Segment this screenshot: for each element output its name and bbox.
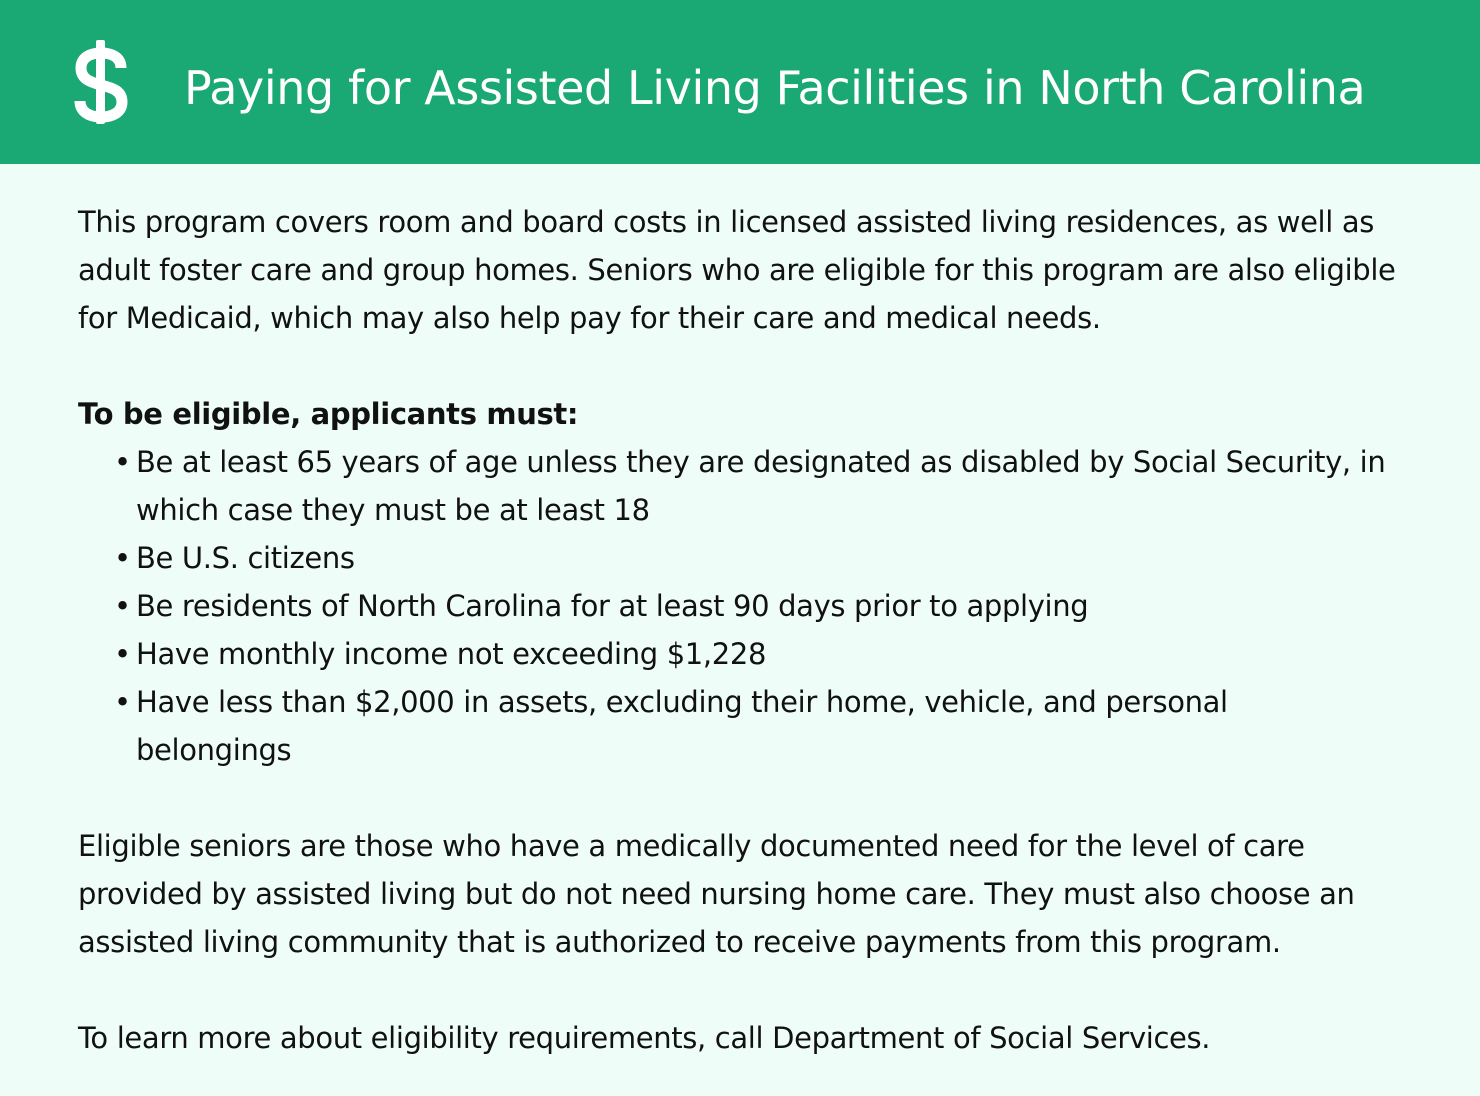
content-body [78,198,1418,1062]
bullet-icon: • [114,541,131,575]
bullet-icon: • [114,685,131,719]
bullet-icon: • [114,637,131,671]
bullet-icon: • [114,445,131,479]
contact-note: To learn more about eligibility requirements, call Department of Social Services. [78,1021,1211,1055]
list-item-text: Be at least 65 years of age unless they are designated as disabled by Social Security, in which case they must be at least 18 [136,445,1386,527]
additional-info-paragraph: Eligible seniors are those who have a medically documented need for the level of care provided by assisted living but do not need nursing home care. They must also choose an assisted living community that is authorized to receive payments from this program. [78,829,1355,959]
header-banner [0,0,1480,164]
list-item-text: Be U.S. citizens [136,541,355,575]
page-title: Paying for Assisted Living Facilities in North Carolina [184,61,1366,115]
list-item [114,678,1418,774]
list-item [114,534,1418,582]
list-item-text: Be residents of North Carolina for at least 90 days prior to applying [136,589,1089,623]
spacer [78,342,1418,390]
spacer [78,774,1418,822]
list-item [114,438,1418,534]
eligibility-heading: To be eligible, applicants must: [78,397,579,431]
intro-paragraph: This program covers room and board costs in licensed assisted living residences, as well as adult foster care and group homes. Seniors who are eligible for this program are also eligible for Medicaid, which may also help pay for their care and medical needs. [78,205,1396,335]
list-item [114,582,1418,630]
spacer [78,966,1418,1014]
dollar-icon [70,30,132,130]
list-item [114,630,1418,678]
list-item-text: Have less than $2,000 in assets, excluding their home, vehicle, and personal belongings [136,685,1228,767]
bullet-icon: • [114,589,131,623]
list-item-text: Have monthly income not exceeding $1,228 [136,637,767,671]
eligibility-list [78,438,1418,774]
